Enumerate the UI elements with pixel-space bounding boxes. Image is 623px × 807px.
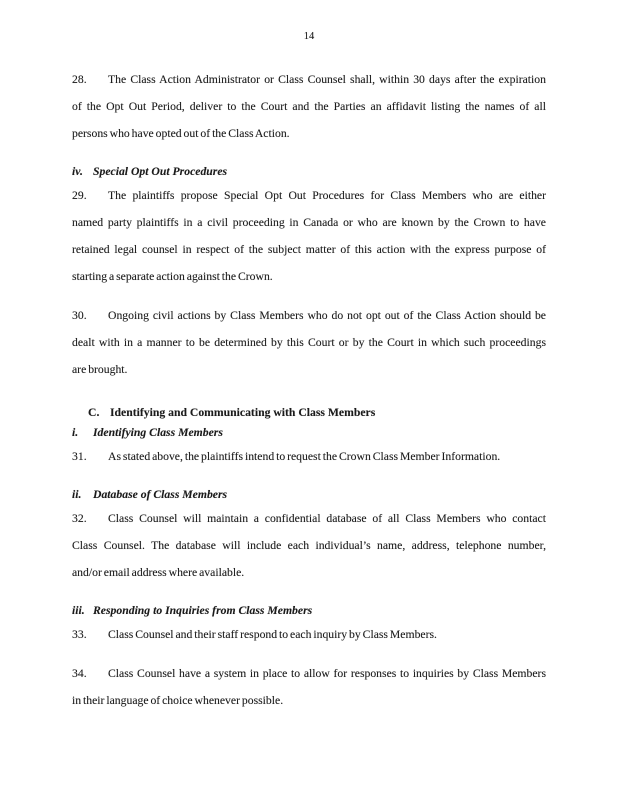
paragraph-30 — [72, 302, 546, 383]
paragraph-number: 30. — [72, 309, 87, 322]
paragraph-text: Class Counsel have a system in place to allow for responses to inquiries by Class Members — [108, 667, 546, 680]
paragraph-line: retained legal counsel in respect of the subject matter of this action with the express purpose of — [72, 243, 546, 256]
paragraph-number: 32. — [72, 512, 87, 525]
heading-c-identifying-communicating — [88, 403, 546, 423]
heading-text: Responding to Inquiries from Class Members — [93, 604, 313, 617]
paragraph-number: 29. — [72, 189, 87, 202]
heading-iii-responding-inquiries — [72, 601, 546, 621]
paragraph-34 — [72, 660, 546, 714]
paragraph-line: starting a separate action against the Crown. — [72, 270, 273, 283]
paragraph-line: Class Counsel. The database will include each individual’s name, address, telephone number, — [72, 539, 546, 552]
paragraph-text: Class Counsel and their staff respond to each inquiry by Class Members. — [108, 628, 437, 641]
paragraph-31 — [72, 443, 546, 470]
heading-iv-special-opt-out — [72, 162, 546, 182]
heading-label: i. — [72, 426, 79, 439]
paragraph-line — [72, 66, 546, 93]
heading-label: ii. — [72, 488, 82, 501]
heading-i-identifying-class-members — [72, 423, 546, 443]
paragraph-29 — [72, 182, 546, 290]
heading-ii-database — [72, 485, 546, 505]
paragraph-line — [72, 302, 546, 329]
paragraph-text: Class Counsel will maintain a confidential database of all Class Members who contact — [108, 512, 546, 525]
paragraph-32 — [72, 505, 546, 586]
paragraph-line: are brought. — [72, 363, 128, 376]
paragraph-number: 33. — [72, 628, 87, 641]
paragraph-line — [72, 621, 546, 648]
paragraph-text: The plaintiffs propose Special Opt Out Procedures for Class Members who are either — [108, 189, 546, 202]
paragraph-line — [72, 660, 546, 687]
paragraph-line — [72, 182, 546, 209]
paragraph-line: and/or email address where available. — [72, 566, 245, 579]
paragraph-number: 28. — [72, 73, 87, 86]
heading-text: Special Opt Out Procedures — [93, 165, 228, 178]
paragraph-text: Ongoing civil actions by Class Members who do not opt out of the Class Action should be — [108, 309, 546, 322]
paragraph-28 — [72, 66, 546, 147]
heading-text: Identifying Class Members — [93, 426, 223, 439]
paragraph-33 — [72, 621, 546, 648]
paragraph-line — [72, 505, 546, 532]
heading-label: C. — [88, 406, 100, 419]
paragraph-number: 31. — [72, 450, 87, 463]
paragraph-text: The Class Action Administrator or Class Counsel shall, within 30 days after the expiration — [108, 73, 546, 86]
paragraph-line: named party plaintiffs in a civil proceeding in Canada or who are known by the Crown to have — [72, 216, 546, 229]
page-number: 14 — [303, 31, 315, 42]
paragraph-line: dealt with in a manner to be determined by this Court or by the Court in which such proceedings — [72, 336, 546, 349]
heading-text: Identifying and Communicating with Class Members — [110, 406, 376, 419]
paragraph-number: 34. — [72, 667, 87, 680]
paragraph-line: in their language of choice whenever possible. — [72, 694, 284, 707]
paragraph-line: of the Opt Out Period, deliver to the Court and the Parties an affidavit listing the names of all — [72, 100, 546, 113]
heading-text: Database of Class Members — [93, 488, 228, 501]
paragraph-line: persons who have opted out of the Class Action. — [72, 127, 290, 140]
heading-label: iv. — [72, 165, 83, 178]
paragraph-text: As stated above, the plaintiffs intend to request the Crown Class Member Information. — [108, 450, 501, 463]
paragraph-line — [72, 443, 546, 470]
heading-label: iii. — [72, 604, 85, 617]
